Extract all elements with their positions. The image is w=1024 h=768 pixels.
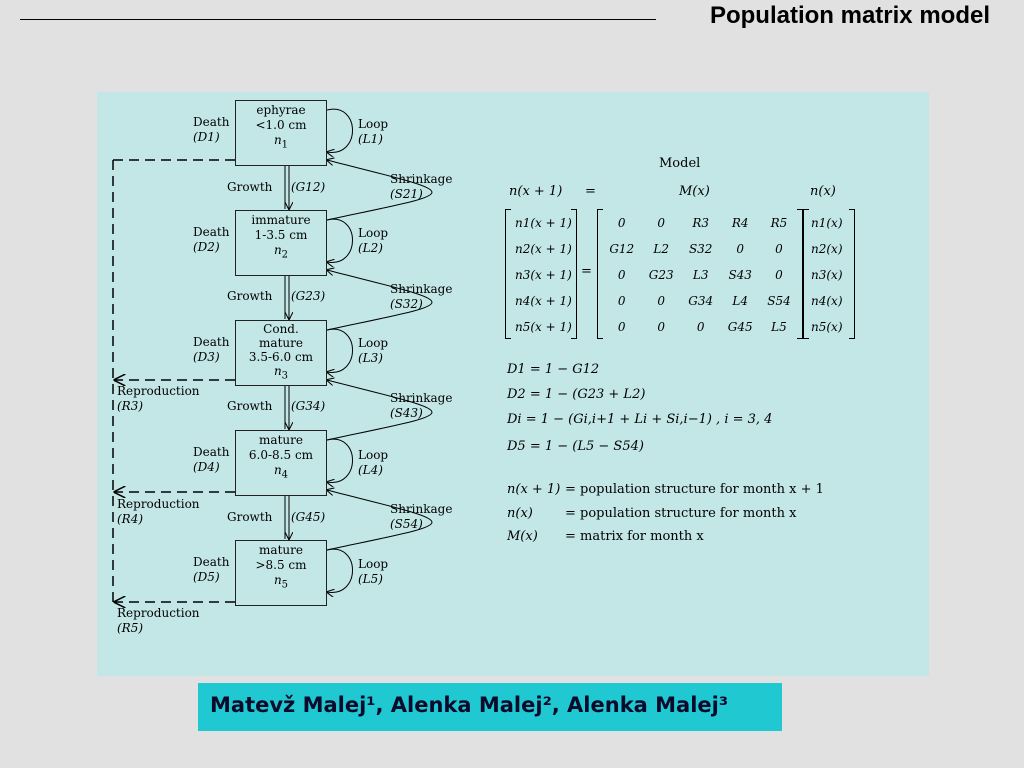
- legend-symbol-1: n(x + 1): [507, 482, 561, 497]
- stage-box-4: [235, 430, 327, 496]
- matrix-cell: L5: [771, 320, 787, 334]
- vector-cell: n4(x): [811, 294, 843, 308]
- matrix-cell: S32: [688, 242, 713, 256]
- growth-label-34: Growth: [227, 399, 273, 413]
- shrinkage-label-54: Shrinkage (S54): [390, 502, 453, 531]
- legend-desc-2: = population structure for month x: [565, 506, 797, 521]
- reproduction-label-3: Reproduction (R3): [117, 384, 200, 413]
- stage-variable: $n_3$: [273, 364, 289, 382]
- stage-size: 6.0-8.5 cm: [248, 448, 314, 462]
- vector-cell: n5(x): [811, 320, 843, 334]
- model-equals: =: [585, 184, 596, 199]
- vector-cell: n3(x + 1): [515, 268, 572, 282]
- slide-title: Population matrix model: [709, 2, 990, 29]
- death-label-3: Death (D3): [193, 335, 230, 364]
- matrix-equals: =: [581, 264, 592, 279]
- equation-di: Di = 1 − (Gi,i+1 + Li + Si,i−1) , i = 3, 4: [507, 412, 773, 427]
- matrix-cell: R3: [692, 216, 710, 230]
- matrix-cell: 0: [657, 216, 666, 230]
- reproduction-label-4: Reproduction (R4): [117, 497, 200, 526]
- transition-matrix: [602, 210, 798, 340]
- loop-label-5: Loop (L5): [358, 557, 389, 586]
- stage-label: mature: [259, 433, 303, 447]
- growth-label-12: Growth: [227, 180, 273, 194]
- equation-d5: D5 = 1 − (L5 − S54): [507, 439, 644, 454]
- growth-symbol-45: (G45): [291, 510, 326, 524]
- vector-cell: n2(x + 1): [515, 242, 572, 256]
- loop-arrow: [327, 329, 353, 372]
- stage-size: >8.5 cm: [255, 558, 307, 572]
- stage-box-1: [235, 100, 327, 166]
- stage-variable: $n_1$: [273, 133, 289, 151]
- stage-box-5: [235, 540, 327, 606]
- loop-label-1: Loop (L1): [358, 117, 389, 146]
- equation-d2: D2 = 1 − (G23 + L2): [507, 387, 646, 402]
- vector-cell: n5(x + 1): [515, 320, 572, 334]
- growth-label-23: Growth: [227, 289, 273, 303]
- stage-variable: $n_2$: [273, 243, 289, 261]
- matrix-cell: S43: [728, 268, 752, 282]
- authors-banner: Matevž Malej¹, Alenka Malej², Alenka Malej³: [198, 683, 782, 731]
- matrix-cell: L4: [732, 294, 748, 308]
- matrix-cell: G23: [648, 268, 674, 282]
- stage-box-3: [235, 320, 327, 386]
- shrinkage-label-21: Shrinkage (S21): [390, 172, 453, 201]
- growth-symbol-12: (G12): [291, 180, 326, 194]
- loop-arrow: [327, 109, 353, 152]
- loop-label-3: Loop (L3): [358, 336, 389, 365]
- death-label-5: Death (D5): [193, 555, 230, 584]
- matrix-cell: 0: [657, 320, 666, 334]
- matrix-cell: 0: [617, 320, 626, 334]
- model-lhs: n(x + 1): [509, 184, 563, 199]
- matrix-cell: 0: [775, 268, 783, 282]
- loop-arrow: [327, 439, 353, 482]
- shrinkage-label-32: Shrinkage (S32): [390, 282, 453, 311]
- legend-symbol-3: M(x): [507, 529, 538, 544]
- growth-label-45: Growth: [227, 510, 273, 524]
- stage-label-2: mature: [259, 336, 303, 350]
- vector-cell: n1(x + 1): [515, 216, 572, 230]
- stage-box-2: [235, 210, 327, 276]
- model-rhs: n(x): [810, 184, 836, 199]
- matrix-cell: R5: [770, 216, 788, 230]
- loop-arrow: [327, 219, 353, 262]
- matrix-cell: 0: [696, 320, 705, 334]
- title-rule: [20, 19, 656, 20]
- matrix-cell: 0: [617, 268, 626, 282]
- legend-desc-1: = population structure for month x + 1: [565, 482, 824, 497]
- right-vector: [805, 210, 849, 340]
- death-label-1: Death (D1): [193, 115, 230, 144]
- vector-cell: n3(x): [811, 268, 843, 282]
- growth-symbol-34: (G34): [291, 399, 326, 413]
- stage-size: <1.0 cm: [255, 118, 307, 132]
- loop-label-2: Loop (L2): [358, 226, 389, 255]
- stage-label: immature: [251, 213, 311, 227]
- loop-label-4: Loop (L4): [358, 448, 389, 477]
- death-label-4: Death (D4): [193, 445, 230, 474]
- matrix-cell: L3: [692, 268, 709, 282]
- model-heading: Model: [659, 156, 701, 171]
- loop-arrow: [327, 549, 353, 592]
- stage-label: Cond.: [263, 322, 299, 336]
- matrix-cell: 0: [775, 242, 783, 256]
- stage-size: 1-3.5 cm: [254, 228, 308, 242]
- matrix-cell: G45: [727, 320, 753, 334]
- stage-variable: $n_5$: [273, 573, 289, 591]
- matrix-cell: 0: [617, 216, 626, 230]
- stage-size: 3.5-6.0 cm: [248, 350, 314, 364]
- matrix-cell: L2: [653, 242, 670, 256]
- equation-d1: D1 = 1 − G12: [507, 362, 600, 377]
- shrinkage-label-43: Shrinkage (S43): [390, 391, 453, 420]
- matrix-cell: 0: [657, 294, 666, 308]
- stage-label: ephyrae: [256, 103, 306, 117]
- stage-variable: $n_4$: [273, 463, 289, 481]
- left-vector: [509, 210, 578, 340]
- matrix-cell: G12: [609, 242, 635, 256]
- vector-cell: n4(x + 1): [515, 294, 572, 308]
- matrix-cell: R4: [731, 216, 749, 230]
- figure-panel: [97, 92, 929, 676]
- legend-symbol-2: n(x): [507, 506, 533, 521]
- stage-label: mature: [259, 543, 303, 557]
- life-cycle-diagram: [97, 92, 929, 676]
- matrix-cell: 0: [736, 242, 745, 256]
- model-matrix-name: M(x): [679, 184, 710, 199]
- growth-symbol-23: (G23): [291, 289, 326, 303]
- death-label-2: Death (D2): [193, 225, 230, 254]
- reproduction-label-5: Reproduction (R5): [117, 606, 200, 635]
- matrix-cell: S54: [767, 294, 791, 308]
- right-vector-bracket-close: [849, 209, 855, 339]
- matrix-cell: 0: [617, 294, 626, 308]
- vector-cell: n1(x): [811, 216, 843, 230]
- legend-desc-3: = matrix for month x: [565, 529, 704, 544]
- matrix-cell: G34: [688, 294, 714, 308]
- vector-cell: n2(x): [811, 242, 843, 256]
